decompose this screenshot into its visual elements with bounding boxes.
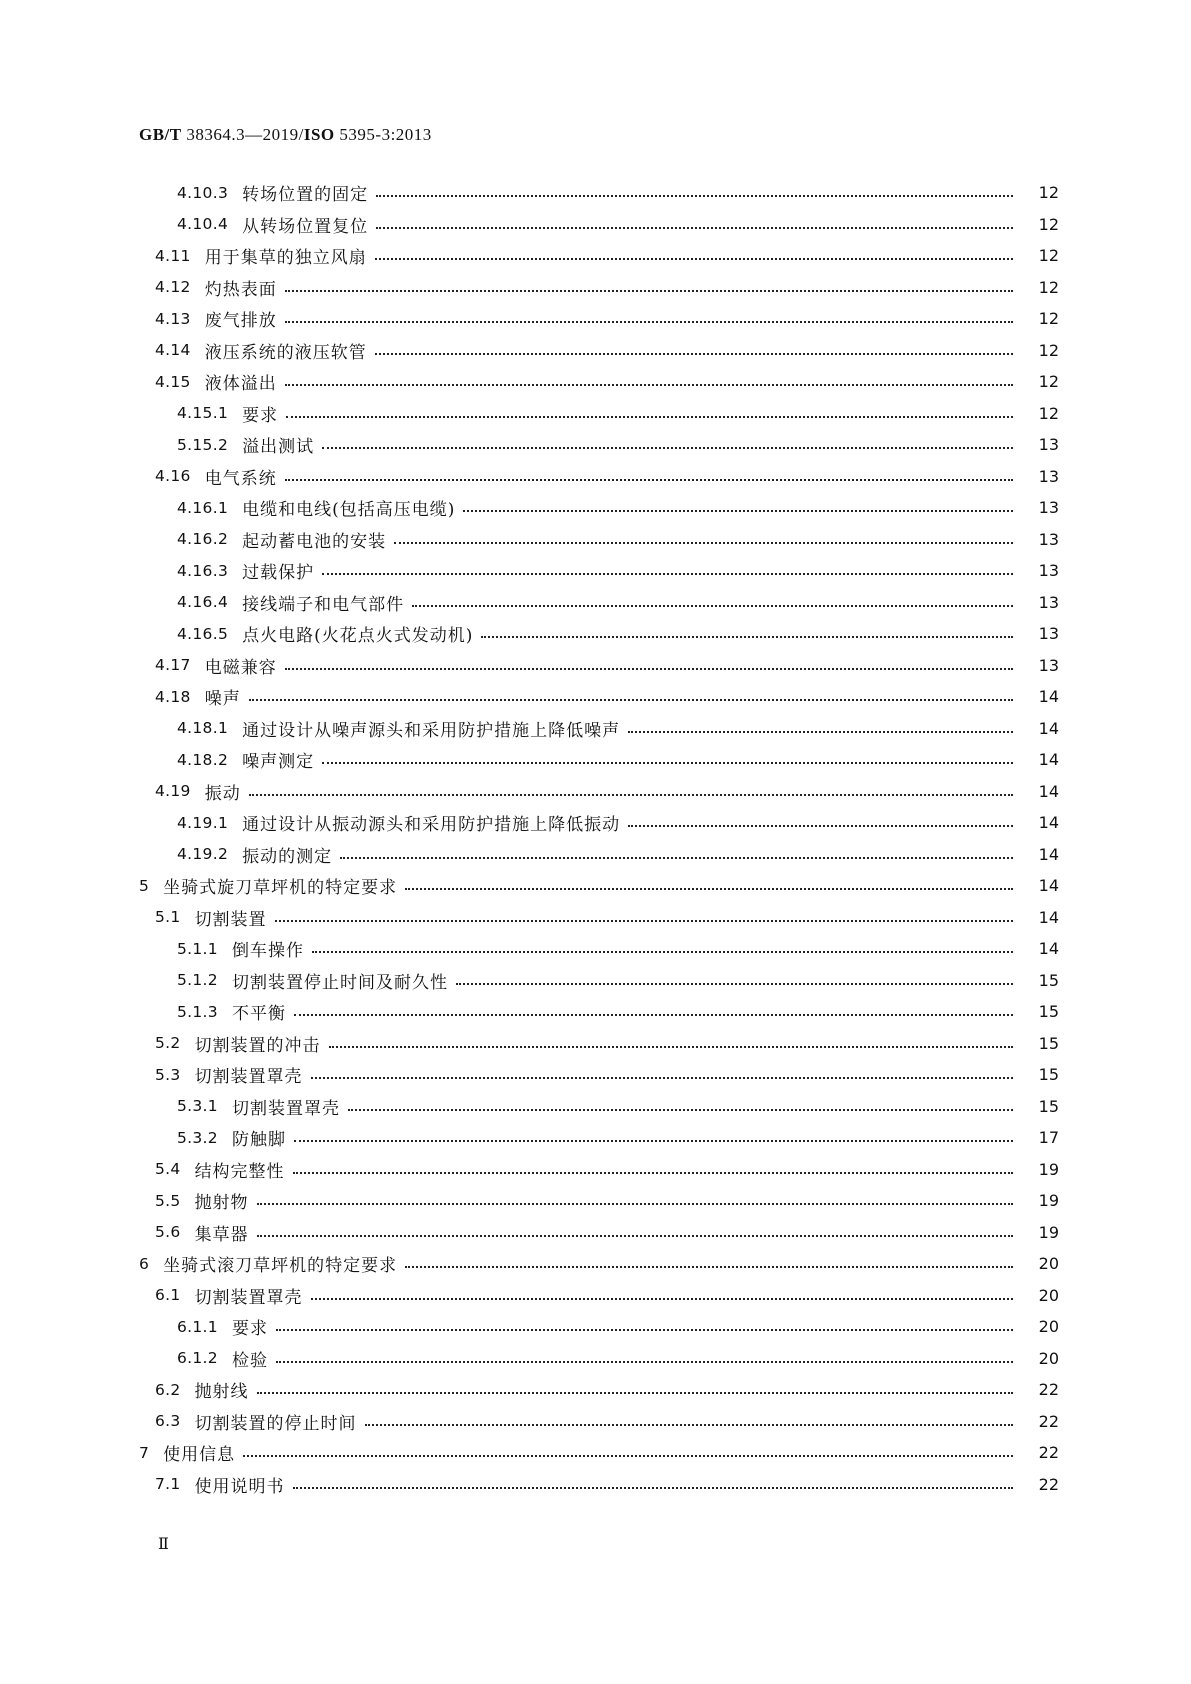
toc-entry-page: 22 [1038, 1474, 1059, 1494]
toc-entry-page: 12 [1038, 309, 1059, 329]
dot-leader [405, 887, 1013, 890]
toc-entry-number: 4.16.5 [177, 624, 229, 643]
iso-code: ISO [303, 125, 335, 144]
toc-entry[interactable] [0, 1374, 1191, 1406]
dot-leader [293, 1486, 1013, 1489]
dot-leader [294, 1139, 1013, 1142]
toc-entry-title: 液压系统的液压软管 [204, 342, 367, 363]
toc-entry-page: 15 [1038, 1065, 1059, 1085]
toc-entry-page: 15 [1038, 1096, 1059, 1116]
toc-entry[interactable] [0, 713, 1191, 745]
toc-entry[interactable] [0, 587, 1191, 619]
toc-entry[interactable] [0, 933, 1191, 965]
toc-entry[interactable] [0, 524, 1191, 556]
toc-entry-number: 5.1.1 [177, 939, 218, 958]
toc-entry-number: 4.19.1 [177, 813, 229, 832]
toc-entry-page: 13 [1038, 592, 1059, 612]
toc-entry-number: 4.17 [155, 656, 191, 675]
toc-entry-title: 结构完整性 [194, 1161, 285, 1182]
toc-entry-page: 14 [1038, 781, 1059, 801]
iso-number: 5395-3:2013 [339, 125, 432, 144]
toc-entry-page: 13 [1038, 529, 1059, 549]
toc-entry-title: 起动蓄电池的安装 [242, 531, 387, 552]
dot-leader [322, 761, 1013, 764]
toc-entry[interactable] [0, 1437, 1191, 1469]
toc-entry[interactable] [0, 870, 1191, 902]
toc-entry-page: 12 [1038, 403, 1059, 423]
toc-entry-title: 电磁兼容 [204, 657, 277, 678]
toc-entry[interactable] [0, 1469, 1191, 1501]
toc-entry-number: 4.16.4 [177, 593, 229, 612]
toc-entry-title: 接线端子和电气部件 [242, 594, 405, 615]
toc-entry-number: 5.3 [155, 1065, 181, 1084]
toc-entry-number: 4.13 [155, 309, 191, 328]
toc-entry-title: 倒车操作 [231, 941, 304, 962]
toc-entry-page: 14 [1038, 939, 1059, 959]
toc-entry-page: 17 [1038, 1128, 1059, 1148]
toc-entry-page: 20 [1038, 1348, 1059, 1368]
toc-entry-page: 14 [1038, 907, 1059, 927]
toc-entry-number: 4.19.2 [177, 845, 229, 864]
dot-leader [312, 950, 1013, 953]
dot-leader [257, 1391, 1013, 1394]
dot-leader [376, 226, 1013, 229]
toc-entry-title: 通过设计从振动源头和采用防护措施上降低振动 [242, 815, 621, 836]
toc-entry[interactable] [0, 209, 1191, 241]
toc-entry-title: 抛射线 [194, 1382, 249, 1403]
toc-entry-page: 19 [1038, 1191, 1059, 1211]
toc-entry-page: 14 [1038, 750, 1059, 770]
toc-entry-title: 电缆和电线(包括高压电缆) [242, 500, 456, 521]
toc-entry[interactable] [0, 776, 1191, 808]
toc-entry[interactable] [0, 303, 1191, 335]
dot-leader [375, 257, 1013, 260]
toc-entry-page: 12 [1038, 214, 1059, 234]
toc-entry-number: 5.4 [155, 1160, 181, 1179]
table-of-contents [0, 177, 1191, 1500]
dot-leader [375, 352, 1013, 355]
toc-entry-number: 5.5 [155, 1191, 181, 1210]
dot-leader [365, 1423, 1013, 1426]
toc-entry-number: 4.12 [155, 278, 191, 297]
standard-number: 38364.3—2019/ [186, 125, 304, 144]
toc-entry-number: 6.2 [155, 1380, 181, 1399]
toc-entry[interactable] [0, 461, 1191, 493]
toc-entry-number: 5.1.3 [177, 1002, 218, 1021]
toc-entry-page: 14 [1038, 876, 1059, 896]
toc-entry-number: 5.1.2 [177, 971, 218, 990]
toc-entry[interactable] [0, 177, 1191, 209]
toc-entry-title: 切割装置罩壳 [194, 1067, 303, 1088]
dot-leader [311, 1076, 1013, 1079]
toc-entry[interactable] [0, 1343, 1191, 1375]
toc-entry-title: 切割装置停止时间及耐久性 [231, 972, 448, 993]
toc-entry-number: 6.3 [155, 1412, 181, 1431]
toc-entry[interactable] [0, 1091, 1191, 1123]
toc-entry-page: 12 [1038, 183, 1059, 203]
toc-entry-title: 要求 [242, 405, 279, 426]
toc-entry-title: 振动 [204, 783, 241, 804]
toc-entry-page: 13 [1038, 561, 1059, 581]
toc-entry[interactable] [0, 744, 1191, 776]
toc-entry[interactable] [0, 902, 1191, 934]
toc-entry-title: 切割装置的冲击 [194, 1035, 321, 1056]
toc-entry[interactable] [0, 681, 1191, 713]
dot-leader [456, 982, 1013, 985]
toc-entry[interactable] [0, 429, 1191, 461]
toc-entry-page: 15 [1038, 1033, 1059, 1053]
dot-leader [275, 919, 1013, 922]
dot-leader [257, 1202, 1013, 1205]
dot-leader [376, 194, 1013, 197]
dot-leader [285, 383, 1013, 386]
toc-entry-page: 14 [1038, 687, 1059, 707]
toc-entry[interactable] [0, 1280, 1191, 1312]
dot-leader [329, 1045, 1013, 1048]
toc-entry-page: 14 [1038, 718, 1059, 738]
dot-leader [249, 698, 1013, 701]
dot-leader [285, 478, 1013, 481]
toc-entry-title: 切割装置罩壳 [231, 1098, 340, 1119]
toc-entry-number: 6 [139, 1254, 150, 1273]
dot-leader [348, 1108, 1013, 1111]
dot-leader [276, 1360, 1013, 1363]
toc-entry-title: 废气排放 [204, 311, 277, 332]
toc-entry[interactable] [0, 492, 1191, 524]
toc-entry-page: 13 [1038, 466, 1059, 486]
toc-entry-page: 19 [1038, 1222, 1059, 1242]
toc-entry-number: 4.16.2 [177, 530, 229, 549]
toc-entry[interactable] [0, 272, 1191, 304]
toc-entry-page: 20 [1038, 1285, 1059, 1305]
toc-entry-number: 4.10.4 [177, 215, 229, 234]
toc-entry-page: 12 [1038, 372, 1059, 392]
toc-entry-number: 4.11 [155, 246, 191, 265]
toc-entry-page: 22 [1038, 1443, 1059, 1463]
toc-entry[interactable] [0, 1248, 1191, 1280]
toc-entry-page: 13 [1038, 655, 1059, 675]
toc-entry-number: 4.16.3 [177, 561, 229, 580]
toc-entry-title: 噪声 [204, 689, 241, 710]
toc-entry-number: 4.14 [155, 341, 191, 360]
toc-entry-page: 19 [1038, 1159, 1059, 1179]
dot-leader [463, 509, 1013, 512]
toc-entry[interactable] [0, 996, 1191, 1028]
dot-leader [293, 1171, 1013, 1174]
toc-entry[interactable] [0, 1311, 1191, 1343]
dot-leader [322, 572, 1013, 575]
toc-entry-title: 坐骑式旋刀草坪机的特定要求 [163, 878, 398, 899]
toc-entry-number: 4.16.1 [177, 498, 229, 517]
page-number-roman: Ⅱ [158, 1536, 169, 1553]
toc-entry-number: 4.19 [155, 782, 191, 801]
toc-entry[interactable] [0, 555, 1191, 587]
toc-entry-title: 抛射物 [194, 1193, 249, 1214]
toc-entry-number: 4.15.1 [177, 404, 229, 423]
toc-entry-page: 22 [1038, 1380, 1059, 1400]
toc-entry[interactable] [0, 1217, 1191, 1249]
toc-entry-title: 噪声测定 [242, 752, 315, 773]
dot-leader [628, 730, 1013, 733]
toc-entry-page: 14 [1038, 813, 1059, 833]
toc-entry[interactable] [0, 1185, 1191, 1217]
toc-entry-page: 22 [1038, 1411, 1059, 1431]
toc-entry-title: 切割装置的停止时间 [194, 1413, 357, 1434]
toc-entry-title: 使用信息 [163, 1445, 236, 1466]
dot-leader [285, 320, 1013, 323]
toc-entry[interactable] [0, 366, 1191, 398]
dot-leader [285, 289, 1013, 292]
toc-entry-title: 过载保护 [242, 563, 315, 584]
toc-entry-title: 电气系统 [204, 468, 277, 489]
toc-entry[interactable] [0, 335, 1191, 367]
toc-entry[interactable] [0, 1059, 1191, 1091]
toc-entry-title: 防触脚 [231, 1130, 286, 1151]
toc-entry-title: 点火电路(火花点火式发动机) [242, 626, 474, 647]
toc-entry-page: 20 [1038, 1317, 1059, 1337]
dot-leader [249, 793, 1013, 796]
toc-entry-page: 13 [1038, 624, 1059, 644]
toc-entry-number: 4.15 [155, 372, 191, 391]
toc-entry-page: 20 [1038, 1254, 1059, 1274]
toc-entry-number: 5.1 [155, 908, 181, 927]
toc-entry[interactable] [0, 1122, 1191, 1154]
toc-entry-title: 液体溢出 [204, 374, 277, 395]
dot-leader [285, 667, 1013, 670]
toc-entry-title: 溢出测试 [242, 437, 315, 458]
toc-entry-number: 5.3.2 [177, 1128, 218, 1147]
toc-entry[interactable] [0, 650, 1191, 682]
dot-leader [405, 1265, 1013, 1268]
toc-entry-title: 坐骑式滚刀草坪机的特定要求 [163, 1256, 398, 1277]
toc-entry-title: 要求 [231, 1319, 268, 1340]
toc-entry-title: 切割装置罩壳 [194, 1287, 303, 1308]
toc-entry-number: 5.3.1 [177, 1097, 218, 1116]
toc-entry-title: 振动的测定 [242, 846, 333, 867]
toc-entry-title: 通过设计从噪声源头和采用防护措施上降低噪声 [242, 720, 621, 741]
toc-entry-page: 12 [1038, 340, 1059, 360]
toc-entry-title: 用于集草的独立风扇 [204, 248, 367, 269]
dot-leader [322, 446, 1013, 449]
toc-entry-number: 7 [139, 1443, 150, 1462]
dot-leader [412, 604, 1013, 607]
toc-entry-number: 5.6 [155, 1223, 181, 1242]
toc-entry-title: 灼热表面 [204, 279, 277, 300]
dot-leader [257, 1234, 1013, 1237]
dot-leader [394, 541, 1013, 544]
toc-entry[interactable] [0, 807, 1191, 839]
toc-entry-number: 4.18.2 [177, 750, 229, 769]
document-header [139, 125, 432, 145]
toc-entry-page: 13 [1038, 498, 1059, 518]
toc-entry-page: 15 [1038, 1002, 1059, 1022]
toc-entry[interactable] [0, 965, 1191, 997]
toc-entry-title: 集草器 [194, 1224, 249, 1245]
toc-entry[interactable] [0, 618, 1191, 650]
toc-entry-title: 检验 [231, 1350, 268, 1371]
toc-entry-number: 4.10.3 [177, 183, 229, 202]
toc-entry-page: 13 [1038, 435, 1059, 455]
toc-entry-page: 15 [1038, 970, 1059, 990]
dot-leader [628, 824, 1013, 827]
toc-entry-number: 7.1 [155, 1475, 181, 1494]
toc-entry-number: 6.1 [155, 1286, 181, 1305]
toc-entry[interactable] [0, 398, 1191, 430]
dot-leader [294, 1013, 1013, 1016]
standard-code: GB/T [139, 125, 182, 144]
toc-entry-title: 切割装置 [194, 909, 267, 930]
toc-entry-number: 5.2 [155, 1034, 181, 1053]
toc-entry-page: 14 [1038, 844, 1059, 864]
toc-entry-number: 5.15.2 [177, 435, 229, 454]
dot-leader [276, 1328, 1013, 1331]
toc-entry-number: 5 [139, 876, 150, 895]
toc-entry-number: 6.1.2 [177, 1349, 218, 1368]
dot-leader [481, 635, 1013, 638]
toc-entry-title: 使用说明书 [194, 1476, 285, 1497]
toc-entry-number: 4.18.1 [177, 719, 229, 738]
toc-entry-page: 12 [1038, 246, 1059, 266]
toc-entry-title: 不平衡 [231, 1004, 286, 1025]
toc-entry[interactable] [0, 1154, 1191, 1186]
toc-entry-title: 转场位置的固定 [242, 185, 369, 206]
toc-entry-number: 4.16 [155, 467, 191, 486]
toc-entry-number: 6.1.1 [177, 1317, 218, 1336]
dot-leader [311, 1297, 1013, 1300]
toc-entry[interactable] [0, 839, 1191, 871]
toc-entry[interactable] [0, 1028, 1191, 1060]
toc-entry[interactable] [0, 240, 1191, 272]
toc-entry-page: 12 [1038, 277, 1059, 297]
dot-leader [286, 415, 1013, 418]
dot-leader [243, 1454, 1013, 1457]
toc-entry-number: 4.18 [155, 687, 191, 706]
toc-entry[interactable] [0, 1406, 1191, 1438]
dot-leader [340, 856, 1013, 859]
toc-entry-title: 从转场位置复位 [242, 216, 369, 237]
